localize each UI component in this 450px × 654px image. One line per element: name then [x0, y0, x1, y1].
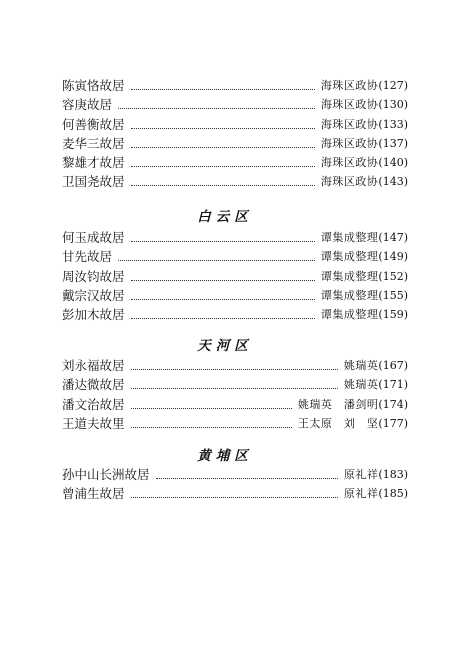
dot-leader: [131, 369, 338, 370]
dot-leader: [131, 89, 315, 90]
entry-page: (155): [378, 288, 408, 302]
entry-page: (133): [378, 117, 408, 131]
dot-leader: [131, 408, 292, 409]
entry-source: 海珠区政协: [320, 155, 379, 169]
entry-page: (185): [378, 487, 408, 501]
entry-page: (174): [378, 397, 408, 411]
toc-entry[interactable]: [62, 170, 408, 189]
dot-leader: [131, 128, 315, 129]
entry-source: 谭集成整理: [320, 269, 379, 283]
dot-leader: [131, 388, 338, 389]
entry-title: 潘达微故居: [62, 377, 125, 393]
toc-entry[interactable]: [62, 132, 408, 151]
toc-entry[interactable]: [62, 151, 408, 170]
entry-source: 谭集成整理: [320, 250, 379, 264]
entry-title: 甘先故居: [62, 249, 113, 265]
toc-entry[interactable]: [62, 264, 408, 283]
entry-title: 刘永福故居: [62, 358, 125, 374]
entry-title: 孙中山长洲故居: [62, 467, 150, 483]
toc-group-haizhu: [62, 74, 408, 189]
entry-source: 海珠区政协: [320, 117, 379, 131]
dot-leader: [118, 108, 315, 109]
dot-leader: [131, 166, 315, 167]
toc-group-huangpu: [62, 463, 408, 501]
toc-entry[interactable]: [62, 303, 408, 322]
dot-leader: [131, 147, 315, 148]
entry-page: (147): [378, 231, 408, 245]
entry-page: (127): [378, 79, 408, 93]
entry-page: (143): [378, 175, 408, 189]
entry-source: 谭集成整理: [320, 307, 379, 321]
toc-entry[interactable]: [62, 245, 408, 264]
entry-source: 姚瑞英: [343, 359, 379, 373]
dot-leader: [131, 299, 315, 300]
dot-leader: [131, 241, 315, 242]
entry-page: (137): [378, 136, 408, 150]
toc-entry[interactable]: [62, 482, 408, 501]
toc-entry[interactable]: [62, 412, 408, 431]
entry-source: 原礼祥: [343, 468, 379, 482]
entry-source: 海珠区政协: [320, 136, 379, 150]
entry-title: 曾浦生故居: [62, 486, 125, 502]
toc-entry[interactable]: [62, 284, 408, 303]
dot-leader: [156, 478, 338, 479]
entry-page: (152): [378, 269, 408, 283]
toc-entry[interactable]: [62, 226, 408, 245]
toc-entry[interactable]: [62, 373, 408, 392]
toc-group-tianhe: [62, 354, 408, 431]
toc-group-baiyun: [62, 226, 408, 322]
dot-leader: [131, 280, 315, 281]
section-heading-huangpu: 黄埔区: [197, 448, 253, 464]
dot-leader: [118, 260, 315, 261]
entry-source: 姚瑞英 潘剑明: [297, 397, 379, 411]
entry-title: 卫国尧故居: [62, 174, 125, 190]
section-heading-baiyun: 白云区: [197, 209, 253, 225]
entry-title: 黎雄才故居: [62, 154, 125, 170]
entry-title: 彭加木故居: [62, 306, 125, 322]
entry-source: 原礼祥: [343, 487, 379, 501]
entry-source: 王太原 刘 坚: [297, 416, 379, 430]
entry-page: (130): [378, 98, 408, 112]
entry-page: (171): [378, 378, 408, 392]
entry-source: 谭集成整理: [320, 288, 379, 302]
entry-page: (140): [378, 155, 408, 169]
entry-source: 海珠区政协: [320, 79, 379, 93]
entry-title: 麦华三故居: [62, 135, 125, 151]
toc-entry[interactable]: [62, 392, 408, 411]
entry-title: 戴宗汉故居: [62, 287, 125, 303]
dot-leader: [131, 318, 315, 319]
toc-entry[interactable]: [62, 112, 408, 131]
dot-leader: [131, 427, 292, 428]
section-heading-tianhe: 天河区: [197, 338, 253, 354]
entry-title: 容庚故居: [62, 97, 113, 113]
entry-source: 姚瑞英: [343, 378, 379, 392]
entry-title: 王道夫故里: [62, 415, 125, 431]
toc-entry[interactable]: [62, 74, 408, 93]
entry-page: (149): [378, 250, 408, 264]
entry-page: (159): [378, 307, 408, 321]
dot-leader: [131, 497, 338, 498]
entry-title: 周汝钧故居: [62, 268, 125, 284]
entry-title: 何善衡故居: [62, 116, 125, 132]
entry-title: 陈寅恪故居: [62, 78, 125, 94]
entry-page: (183): [378, 468, 408, 482]
toc-entry[interactable]: [62, 93, 408, 112]
entry-source: 海珠区政协: [320, 98, 379, 112]
entry-page: (167): [378, 359, 408, 373]
entry-source: 海珠区政协: [320, 175, 379, 189]
dot-leader: [131, 185, 315, 186]
entry-title: 何玉成故居: [62, 230, 125, 246]
toc-entry[interactable]: [62, 354, 408, 373]
entry-title: 潘文治故居: [62, 396, 125, 412]
entry-page: (177): [378, 416, 408, 430]
entry-source: 谭集成整理: [320, 231, 379, 245]
toc-entry[interactable]: [62, 463, 408, 482]
